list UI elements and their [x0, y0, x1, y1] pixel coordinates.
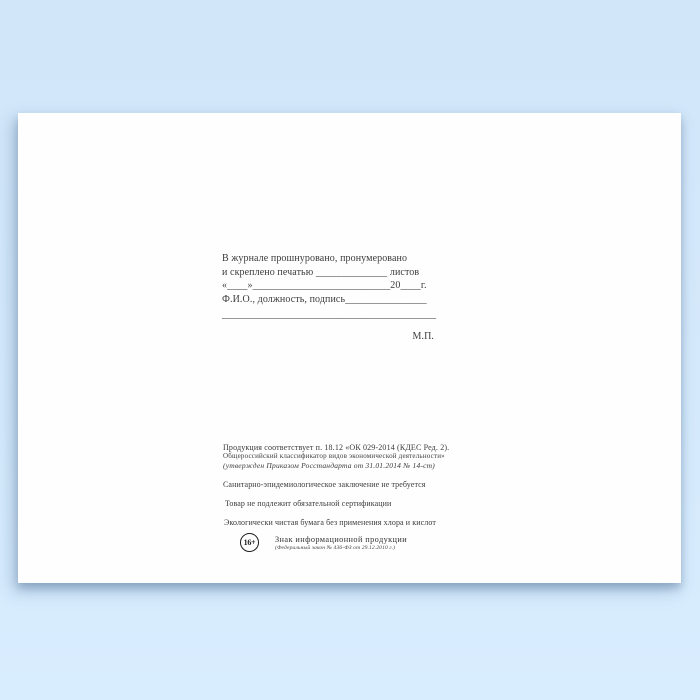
sanitary-statement: Санитарно-эпидемиологическое заключение не требуется	[223, 480, 426, 489]
lacing-certification-block	[222, 252, 436, 344]
age-rating-caption	[275, 535, 407, 551]
seal-place-abbr: М.П.	[412, 330, 434, 342]
stamp-line-laced: В журнале прошнуровано, пронумеровано	[222, 253, 408, 264]
certification-statement: Товар не подлежит обязательной сертификации	[225, 499, 392, 508]
stamp-line-name-position-signature: Ф.И.О., должность, подпись________________	[222, 293, 427, 305]
stamp-line-date: «____»___________________________20____г.	[222, 280, 427, 292]
ecology-statement: Экологически чистая бумага без применения хлора и кислот	[224, 518, 436, 527]
compliance-order-line: (утвержден Приказом Росстандарта от 31.01.2014 № 14-ст)	[223, 461, 435, 470]
federal-law-reference: (Федеральный закон № 436-ФЗ от 29.12.2010 г.)	[275, 545, 396, 551]
information-product-sign-label: Знак информационной продукции	[275, 535, 408, 544]
stamp-line-sealed-sheets: и скреплено печатью ______________ листов	[222, 266, 420, 278]
compliance-standard-line: Продукция соответствует п. 18.12 «ОК 029-2014 (КДЕС Ред. 2).	[223, 443, 450, 452]
compliance-block	[223, 443, 483, 563]
compliance-classifier-line: Общероссийский классификатор видов экономической деятельности»	[223, 452, 445, 460]
journal-back-page	[18, 113, 681, 583]
age-rating-16plus-icon: 16+	[240, 533, 259, 552]
stamp-line-blank: __________________________________________	[222, 309, 437, 321]
